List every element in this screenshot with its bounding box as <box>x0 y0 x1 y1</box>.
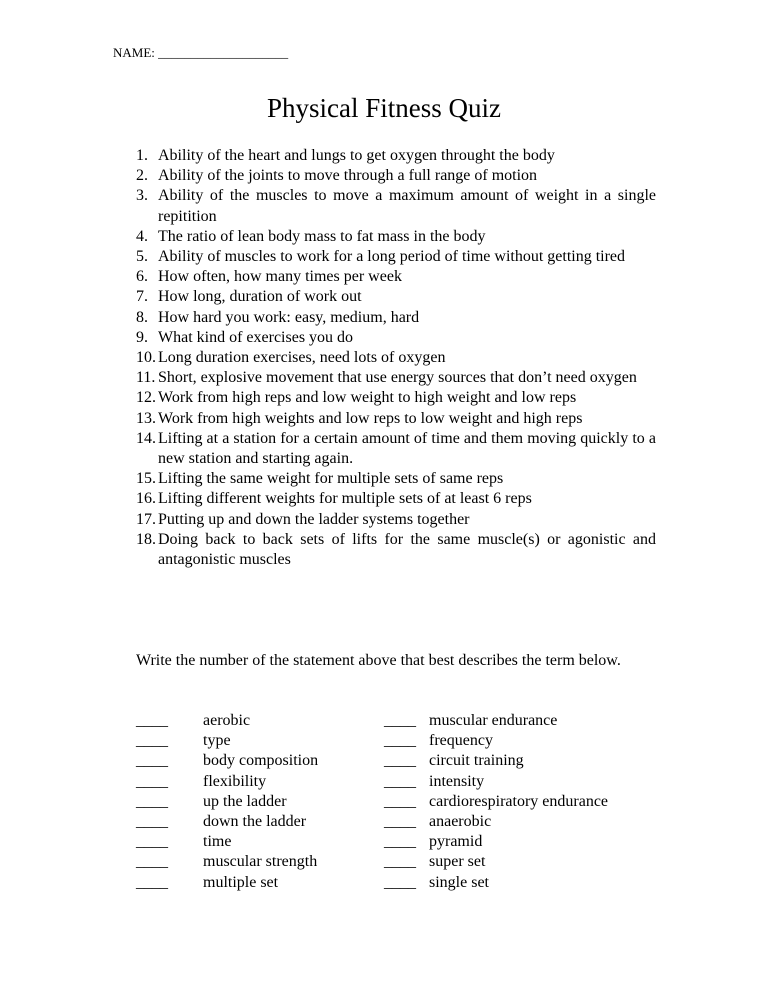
question-text: Lifting different weights for multiple sets of at least 6 reps <box>158 490 532 508</box>
question-item <box>136 510 656 530</box>
answer-blank-right[interactable]: ____ <box>384 712 416 729</box>
answer-blank-right[interactable]: ____ <box>384 772 416 790</box>
answer-blank-left[interactable]: ____ <box>136 873 168 891</box>
answer-blank-right[interactable]: ____ <box>384 812 416 830</box>
question-text: Lifting the same weight for multiple sets of same reps <box>158 470 504 488</box>
term-right: single set <box>429 873 489 891</box>
page-title: Physical Fitness Quiz <box>267 93 501 123</box>
question-list <box>136 146 656 570</box>
question-item <box>136 469 656 489</box>
question-text: Lifting at a station for a certain amount of time and them moving quickly to a new station and starting again. <box>158 429 656 468</box>
term-left: aerobic <box>203 712 251 729</box>
answer-blank-right[interactable]: ____ <box>384 833 416 851</box>
question-item <box>136 429 656 469</box>
question-item <box>136 328 656 348</box>
question-text: Ability of the joints to move through a full range of motion <box>158 167 538 185</box>
term-left: multiple set <box>203 873 279 891</box>
question-number: 16. <box>136 490 156 508</box>
term-left: muscular strength <box>203 853 318 871</box>
question-item <box>136 388 656 408</box>
term-left: time <box>203 833 232 851</box>
instructions: Write the number of the statement above that best describes the term below. <box>136 652 621 669</box>
question-text: Long duration exercises, need lots of oxygen <box>158 349 446 367</box>
term-row <box>136 751 656 771</box>
question-number: 5. <box>136 248 148 266</box>
question-text: Ability of the heart and lungs to get oxygen throught the body <box>158 147 555 164</box>
question-number: 9. <box>136 328 148 346</box>
question-text: Work from high reps and low weight to high weight and low reps <box>158 389 577 407</box>
answer-blank-left[interactable]: ____ <box>136 792 168 810</box>
question-number: 6. <box>136 268 148 286</box>
answer-blank-right[interactable]: ____ <box>384 873 416 891</box>
term-row <box>136 832 656 852</box>
term-right: cardiorespiratory endurance <box>429 792 609 810</box>
term-matching-list <box>136 711 656 893</box>
question-text: What kind of exercises you do <box>158 328 354 346</box>
question-number: 4. <box>136 227 148 245</box>
question-number: 7. <box>136 288 148 306</box>
question-number: 17. <box>136 510 156 528</box>
question-number: 15. <box>136 470 156 488</box>
question-item <box>136 166 656 186</box>
term-row <box>136 711 656 731</box>
question-item <box>136 530 656 570</box>
question-number: 12. <box>136 389 156 407</box>
question-text: How often, how many times per week <box>158 268 402 286</box>
question-item <box>136 146 656 166</box>
answer-blank-left[interactable]: ____ <box>136 812 168 830</box>
question-item <box>136 368 656 388</box>
term-row <box>136 731 656 751</box>
question-item <box>136 287 656 307</box>
question-item <box>136 409 656 429</box>
question-item <box>136 227 656 247</box>
question-item <box>136 267 656 287</box>
term-left: flexibility <box>203 772 267 790</box>
term-row <box>136 772 656 792</box>
answer-blank-left[interactable]: ____ <box>136 853 168 871</box>
question-number: 8. <box>136 308 148 326</box>
term-right: intensity <box>429 772 485 790</box>
answer-blank-right[interactable]: ____ <box>384 732 416 750</box>
question-text: Short, explosive movement that use energy sources that don’t need oxygen <box>158 369 637 387</box>
term-row <box>136 852 656 872</box>
term-left: body composition <box>203 752 319 770</box>
question-number: 10. <box>136 349 156 367</box>
term-row <box>136 873 656 893</box>
question-item <box>136 186 656 226</box>
question-number: 3. <box>136 187 148 205</box>
term-left: type <box>203 732 231 750</box>
answer-blank-left[interactable]: ____ <box>136 833 168 851</box>
answer-blank-left[interactable]: ____ <box>136 772 168 790</box>
term-row <box>136 812 656 832</box>
answer-blank-right[interactable]: ____ <box>384 853 416 871</box>
question-item <box>136 308 656 328</box>
question-text: Work from high weights and low reps to low weight and high reps <box>158 409 583 427</box>
term-right: anaerobic <box>429 812 492 830</box>
term-left: up the ladder <box>203 792 287 810</box>
term-row <box>136 792 656 812</box>
answer-blank-left[interactable]: ____ <box>136 752 168 770</box>
question-text: Ability of muscles to work for a long period of time without getting tired <box>158 248 626 266</box>
question-text: The ratio of lean body mass to fat mass in the body <box>158 227 486 245</box>
question-text: Ability of the muscles to move a maximum amount of weight in a single repitition <box>158 187 656 225</box>
term-right: frequency <box>429 732 493 750</box>
term-right: muscular endurance <box>429 712 558 729</box>
question-item <box>136 247 656 267</box>
question-item <box>136 489 656 509</box>
question-number: 14. <box>136 429 156 447</box>
term-right: pyramid <box>429 833 483 851</box>
question-number: 11. <box>136 369 156 387</box>
answer-blank-right[interactable]: ____ <box>384 752 416 770</box>
question-number: 18. <box>136 530 156 548</box>
name-field-label: NAME: ____________________ <box>113 45 289 60</box>
question-number: 13. <box>136 409 156 427</box>
answer-blank-left[interactable]: ____ <box>136 732 168 750</box>
question-text: How long, duration of work out <box>158 288 362 306</box>
term-right: super set <box>429 853 486 871</box>
question-text: How hard you work: easy, medium, hard <box>158 308 420 326</box>
question-number: 2. <box>136 167 148 185</box>
question-text: Doing back to back sets of lifts for the same muscle(s) or agonistic and antagonistic muscles <box>158 530 656 569</box>
term-left: down the ladder <box>203 812 307 830</box>
answer-blank-left[interactable]: ____ <box>136 712 168 729</box>
term-right: circuit training <box>429 752 524 770</box>
question-text: Putting up and down the ladder systems together <box>158 510 470 528</box>
answer-blank-right[interactable]: ____ <box>384 792 416 810</box>
question-number: 1. <box>136 147 148 164</box>
question-item <box>136 348 656 368</box>
